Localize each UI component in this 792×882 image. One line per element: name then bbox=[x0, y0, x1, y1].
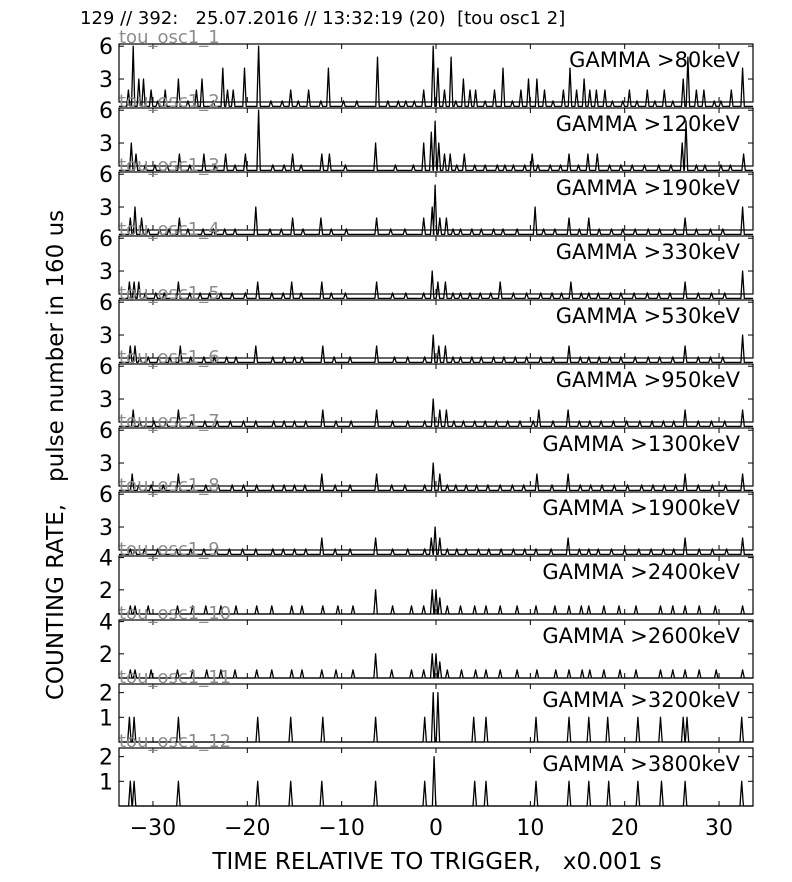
x-tick-label: −20 bbox=[224, 816, 271, 841]
y-tick-label: 6 bbox=[99, 483, 113, 509]
x-tick-label: −30 bbox=[129, 816, 177, 841]
y-tick-label: 2 bbox=[99, 745, 113, 771]
y-axis-label: COUNTING RATE, pulse number in 160 us bbox=[43, 209, 69, 701]
panel-label-tou_osc1_10: GAMMA >2600keV bbox=[542, 624, 740, 648]
x-tick-label: 20 bbox=[610, 816, 639, 841]
panel-id-tou_osc1_4: tou_osc1_4 bbox=[119, 219, 220, 240]
y-tick-label: 6 bbox=[99, 291, 113, 317]
y-tick-label: 2 bbox=[99, 642, 113, 668]
x-tick-label: −10 bbox=[318, 816, 365, 841]
y-tick-label: 3 bbox=[99, 452, 113, 478]
y-tick-label: 6 bbox=[99, 227, 113, 253]
panel-id-tou_osc1_9: tou_osc1_9 bbox=[119, 539, 220, 560]
y-tick-label: 3 bbox=[99, 388, 113, 414]
panel-id-tou_osc1_2: tou_osc1_2 bbox=[119, 91, 220, 112]
panel-label-tou_osc1_4: GAMMA >330keV bbox=[555, 240, 740, 264]
y-tick-label: 2 bbox=[99, 681, 113, 707]
panel-label-tou_osc1_11: GAMMA >3200keV bbox=[542, 688, 740, 712]
x-tick-label: 10 bbox=[516, 816, 545, 841]
y-tick-label: 4 bbox=[99, 546, 113, 572]
panel-label-tou_osc1_12: GAMMA >3800keV bbox=[542, 752, 740, 776]
y-tick-label: 3 bbox=[99, 516, 113, 542]
panel-label-tou_osc1_5: GAMMA >530keV bbox=[555, 304, 740, 328]
panel-label-tou_osc1_7: GAMMA >1300keV bbox=[542, 432, 740, 456]
y-tick-label: 6 bbox=[99, 99, 113, 125]
y-tick-label: 6 bbox=[99, 35, 113, 61]
y-tick-label: 4 bbox=[99, 610, 113, 636]
panel-id-tou_osc1_11: tou_osc1_11 bbox=[119, 667, 232, 688]
chart-title: 129 // 392: 25.07.2016 // 13:32:19 (20) [tou osc1 2] bbox=[80, 8, 566, 29]
y-tick-label: 3 bbox=[99, 132, 113, 158]
panel-id-tou_osc1_7: tou_osc1_7 bbox=[119, 411, 220, 432]
panel-id-tou_osc1_1: tou_osc1_1 bbox=[119, 27, 220, 48]
panel-label-tou_osc1_6: GAMMA >950keV bbox=[555, 368, 740, 392]
panel-label-tou_osc1_9: GAMMA >2400keV bbox=[542, 560, 740, 584]
y-tick-label: 1 bbox=[99, 706, 113, 732]
y-tick-label: 3 bbox=[99, 196, 113, 222]
panel-id-tou_osc1_5: tou_osc1_5 bbox=[119, 283, 220, 304]
y-tick-label: 1 bbox=[99, 770, 113, 796]
x-tick-label: 0 bbox=[429, 816, 443, 841]
panel-id-tou_osc1_8: tou_osc1_8 bbox=[119, 475, 220, 496]
y-tick-label: 6 bbox=[99, 419, 113, 445]
panel-id-tou_osc1_12: tou_osc1_12 bbox=[119, 731, 232, 752]
panel-id-tou_osc1_6: tou_osc1_6 bbox=[119, 347, 220, 368]
y-tick-label: 6 bbox=[99, 163, 113, 189]
x-tick-label: 30 bbox=[705, 816, 734, 841]
panel-label-tou_osc1_2: GAMMA >120keV bbox=[555, 112, 740, 136]
y-tick-label: 3 bbox=[99, 260, 113, 286]
panel-label-tou_osc1_1: GAMMA >80keV bbox=[569, 48, 740, 72]
x-axis-label: TIME RELATIVE TO TRIGGER, x0.001 s bbox=[212, 849, 662, 875]
y-tick-label: 2 bbox=[99, 578, 113, 604]
panel-label-tou_osc1_3: GAMMA >190keV bbox=[555, 176, 740, 200]
y-tick-label: 3 bbox=[99, 324, 113, 350]
panel-id-tou_osc1_3: tou_osc1_3 bbox=[119, 155, 220, 176]
y-tick-label: 6 bbox=[99, 355, 113, 381]
y-tick-label: 3 bbox=[99, 68, 113, 94]
panel-label-tou_osc1_8: GAMMA >1900keV bbox=[542, 496, 740, 520]
panel-id-tou_osc1_10: tou_osc1_10 bbox=[119, 603, 232, 624]
